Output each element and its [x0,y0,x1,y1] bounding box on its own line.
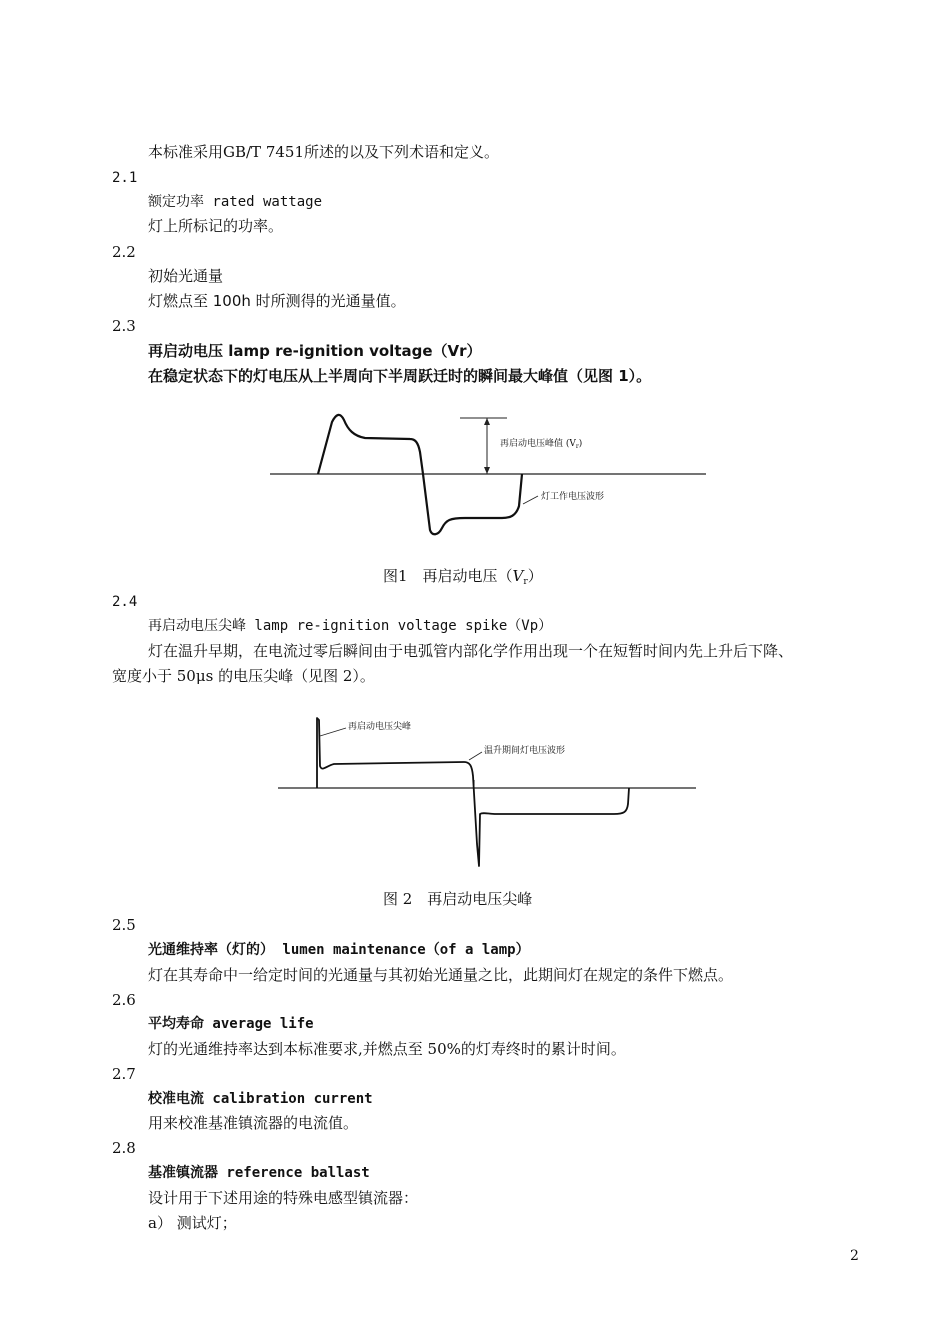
figure-2-diagram [274,714,704,874]
section-2-4-number: 2.4 [112,594,138,610]
figure-1-wave-label: 灯工作电压波形 [541,492,605,502]
section-2-7-definition: 用来校准基准镇流器的电流值。 [148,1114,359,1132]
section-2-6-title: 平均寿命 average life [148,1016,314,1032]
section-2-1-number: 2.1 [112,170,138,186]
section-2-8-title: 基准镇流器 reference ballast [148,1165,370,1181]
figure-2-caption: 图 2 再启动电压尖峰 [383,890,533,908]
section-2-2-title: 初始光通量 [148,267,224,285]
intro-paragraph: 本标准采用GB/T 7451所述的以及下列术语和定义。 [148,143,500,161]
section-2-5-title: 光通维持率（灯的） lumen maintenance（of a lamp） [148,942,530,958]
section-2-3-number: 2.3 [112,317,136,335]
figure-2-spike-label: 再启动电压尖峰 [348,722,412,732]
section-2-8-number: 2.8 [112,1139,136,1157]
section-2-4-definition-line-2: 宽度小于 50μs 的电压尖峰（见图 2）。 [112,667,375,685]
section-2-4-title: 再启动电压尖峰 lamp re-ignition voltage spike（Vp） [148,618,553,634]
figure-1-diagram [270,408,710,548]
section-2-4-definition-line-1: 灯在温升早期，在电流过零后瞬间由于电弧管内部化学作用出现一个在短暂时间内先上升后下降、 [148,642,794,660]
section-2-3-definition: 在稳定状态下的灯电压从上半周向下半周跃迁时的瞬间最大峰值（见图 1）。 [148,367,652,385]
section-2-8-item-a: a） 测试灯； [148,1214,237,1232]
section-2-6-definition: 灯的光通维持率达到本标准要求,并燃点至 50%的灯寿终时的累计时间。 [148,1040,626,1058]
section-2-7-title: 校准电流 calibration current [148,1091,373,1107]
section-2-5-number: 2.5 [112,916,136,934]
section-2-1-definition: 灯上所标记的功率。 [148,217,284,235]
figure-2-wave-label: 温升期间灯电压波形 [484,746,566,756]
section-2-8-definition: 设计用于下述用途的特殊电感型镇流器： [148,1189,419,1207]
section-2-5-definition: 灯在其寿命中一给定时间的光通量与其初始光通量之比，此期间灯在规定的条件下燃点。 [148,966,734,984]
section-2-6-number: 2.6 [112,991,136,1009]
page-number: 2 [850,1248,859,1264]
section-2-3-title: 再启动电压 lamp re-ignition voltage（Vr） [148,342,482,360]
section-2-7-number: 2.7 [112,1065,136,1083]
figure-1-peak-label: 再启动电压峰值 $(V_r)$ [500,439,583,450]
figure-1-caption: 图1 再启动电压$(V_r)$ [383,567,543,587]
section-2-2-number: 2.2 [112,243,136,261]
section-2-2-definition: 灯燃点至 100h 时所测得的光通量值。 [148,292,406,310]
section-2-1-title: 额定功率 rated wattage [148,194,323,210]
